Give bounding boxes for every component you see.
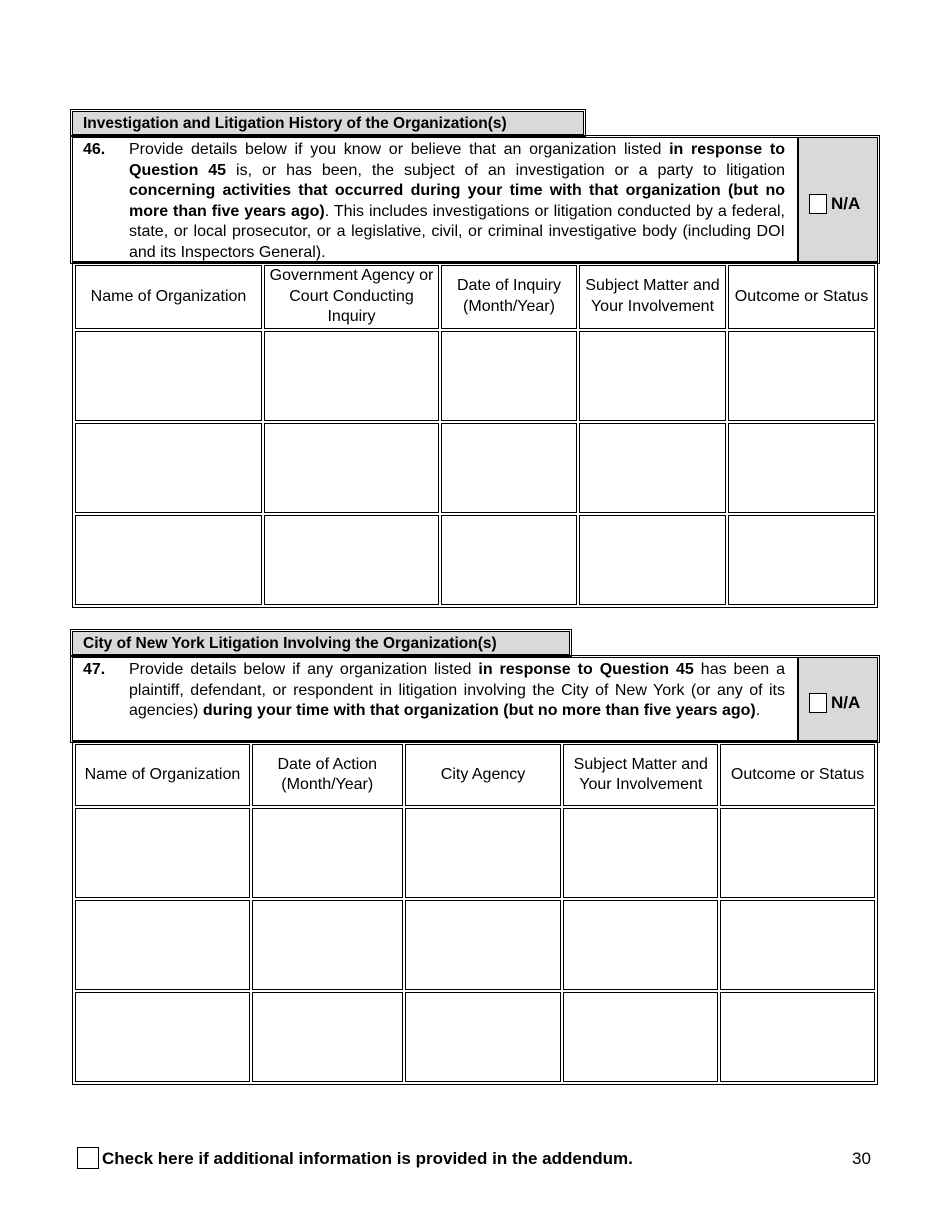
table-row [75, 900, 875, 990]
table-row [75, 423, 875, 513]
table-header-row [75, 744, 875, 806]
column-header: Name of Organization [75, 265, 262, 329]
column-header: Outcome or Status [720, 744, 875, 806]
table-cell[interactable] [441, 331, 577, 421]
table-cell[interactable] [728, 515, 875, 605]
table-cell[interactable] [441, 515, 577, 605]
table-cell[interactable] [405, 900, 562, 990]
column-header: Name of Organization [75, 744, 250, 806]
table-cell[interactable] [252, 808, 403, 898]
table-cell[interactable] [75, 331, 262, 421]
table-cell[interactable] [75, 515, 262, 605]
na-checkbox[interactable] [809, 693, 827, 713]
column-header: Date of Inquiry (Month/Year) [441, 265, 577, 329]
column-header: Date of Action (Month/Year) [252, 744, 403, 806]
question-47-row [72, 657, 878, 741]
investigation-table [72, 262, 878, 608]
column-header: Outcome or Status [728, 265, 875, 329]
table-cell[interactable] [579, 331, 726, 421]
city-litigation-table [72, 741, 878, 1085]
na-box [797, 658, 877, 740]
table-cell[interactable] [579, 515, 726, 605]
table-cell[interactable] [441, 423, 577, 513]
column-header: Subject Matter and Your Involvement [563, 744, 718, 806]
table-row [75, 515, 875, 605]
column-header: Government Agency or Court Conducting Inquiry [264, 265, 439, 329]
table-row [75, 808, 875, 898]
na-box [797, 138, 877, 261]
table-cell[interactable] [252, 900, 403, 990]
table-cell[interactable] [75, 423, 262, 513]
table-cell[interactable] [264, 423, 439, 513]
na-label: N/A [831, 194, 861, 213]
section-title: Investigation and Litigation History of the Organization(s) [72, 111, 584, 135]
table-cell[interactable] [563, 992, 718, 1082]
question-46-row [72, 137, 878, 262]
table-cell[interactable] [264, 331, 439, 421]
na-label: N/A [831, 693, 861, 712]
table-cell[interactable] [264, 515, 439, 605]
question-47-text: Provide details below if any organization listed in response to Question 45 has been a plaintiff, defendant, or respondent in litigation involving the City of New York (or any of its agencies) during your time with that organization (but no more than five years ago). [129, 661, 786, 719]
table-row [75, 331, 875, 421]
table-cell[interactable] [75, 900, 250, 990]
table-header-row [75, 265, 875, 329]
table-cell[interactable] [405, 808, 562, 898]
table-cell[interactable] [75, 808, 250, 898]
table-cell[interactable] [252, 992, 403, 1082]
na-checkbox[interactable] [809, 194, 827, 214]
table-cell[interactable] [720, 808, 875, 898]
section-title: City of New York Litigation Involving the Organization(s) [72, 631, 570, 655]
table-cell[interactable] [728, 331, 875, 421]
table-cell[interactable] [563, 900, 718, 990]
table-cell[interactable] [720, 900, 875, 990]
column-header: City Agency [405, 744, 562, 806]
table-cell[interactable] [563, 808, 718, 898]
table-cell[interactable] [728, 423, 875, 513]
table-cell[interactable] [75, 992, 250, 1082]
table-cell[interactable] [405, 992, 562, 1082]
question-number: 47. [83, 661, 106, 678]
column-header: Subject Matter and Your Involvement [579, 265, 726, 329]
addendum-label: Check here if additional information is provided in the addendum. [102, 1149, 633, 1168]
page-number: 30 [852, 1149, 871, 1168]
table-cell[interactable] [579, 423, 726, 513]
addendum-checkbox[interactable] [77, 1147, 99, 1169]
table-cell[interactable] [720, 992, 875, 1082]
question-46-text: Provide details below if you know or believe that an organization listed in response to Question 45 is, or has been, the subject of an investigation or a party to litigation concerning activities that occurred during your time with that organization (but no more than five years ago). This includes investigations or litigation conducted by a federal, state, or local prosecutor, or a legislative, civil, or criminal investigative body (including DOI and its Inspectors General). [129, 141, 786, 261]
table-row [75, 992, 875, 1082]
question-number: 46. [83, 141, 106, 158]
